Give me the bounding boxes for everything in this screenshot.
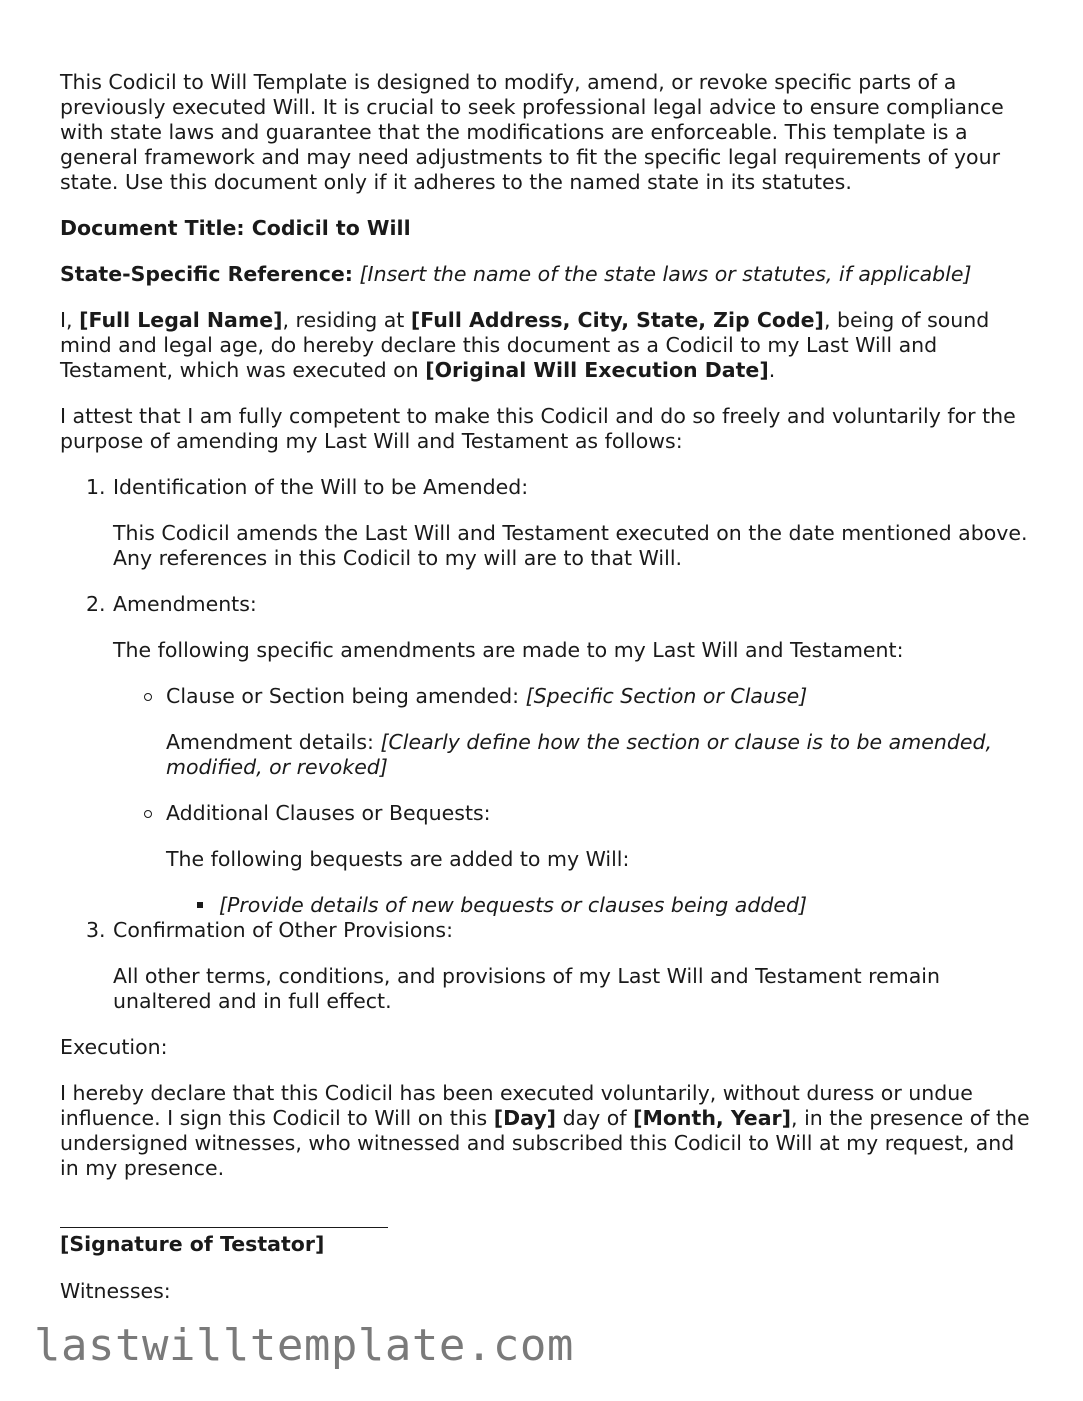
address-placeholder: [Full Address, City, State, Zip Code] [410, 308, 824, 332]
day-placeholder: [Day] [493, 1106, 557, 1130]
state-reference-label: State-Specific Reference: [60, 262, 353, 286]
item-heading: Amendments: [113, 592, 257, 616]
execution-text: day of [556, 1106, 634, 1130]
state-reference-placeholder: [Insert the name of the state laws or statutes, if applicable] [359, 262, 972, 286]
item-body: All other terms, conditions, and provisions of my Last Will and Testament remain unaltered and in full effect. [113, 964, 940, 1013]
bequest-list [166, 893, 1030, 918]
signature-label: [Signature of Testator] [60, 1232, 325, 1256]
clause-line [166, 684, 1030, 709]
item-heading: Identification of the Will to be Amended: [113, 475, 529, 499]
bequest-placeholder: [Provide details of new bequests or clauses being added] [219, 893, 1030, 918]
month-year-placeholder: [Month, Year] [633, 1106, 792, 1130]
execution-heading: Execution: [60, 1035, 168, 1059]
signature-line [60, 1227, 388, 1228]
amendment-line [166, 730, 1030, 780]
declaration-text: . [768, 358, 776, 382]
bequests-intro: The following bequests are added to my Will: [166, 847, 630, 871]
item-heading: Confirmation of Other Provisions: [113, 918, 453, 942]
witnesses-label: Witnesses: [60, 1279, 171, 1303]
document-body [60, 70, 1030, 1304]
watermark: lastwilltemplate.com [34, 1320, 574, 1371]
state-reference [60, 262, 1030, 287]
document-title: Document Title: Codicil to Will [60, 216, 411, 240]
declaration-text: I, [60, 308, 80, 332]
clause-placeholder: [Specific Section or Clause] [525, 684, 808, 708]
execution-paragraph [60, 1081, 1030, 1181]
intro-paragraph: This Codicil to Will Template is designed to modify, amend, or revoke specific parts of a previously executed Will. It is crucial to seek professional legal advice to ensure compliance with state laws and guarantee that the modifications are enforceable. This template is a general framework and may need adjustments to fit the specific legal requirements of your state. Use this document only if it adheres to the named state in its statutes. [60, 70, 1004, 194]
execution-date-placeholder: [Original Will Execution Date] [425, 358, 769, 382]
list-item [113, 918, 1030, 1014]
list-item [113, 475, 1030, 571]
amendment-sublist [113, 684, 1030, 918]
list-item [113, 592, 1030, 918]
amendment-list [60, 475, 1030, 1014]
item-body: This Codicil amends the Last Will and Testament executed on the date mentioned above. Any references in this Codicil to my will are to that Will. [113, 521, 1028, 570]
declaration-paragraph [60, 308, 1030, 383]
sublist-item [166, 801, 1030, 918]
execution-text: I hereby declare that this Codicil has been executed voluntarily, without duress or undue influence. I sign this Codicil to Will on this [60, 1081, 973, 1130]
execution-text: , in the presence of the undersigned witnesses, who witnessed and subscribed this Codicil to Will at my request, and in my presence. [60, 1106, 1030, 1180]
additional-heading: Additional Clauses or Bequests: [166, 801, 491, 825]
declaration-text: , being of sound mind and legal age, do hereby declare this document as a Codicil to my Last Will and Testament, which was executed on [60, 308, 990, 382]
amendment-placeholder: [Clearly define how the section or clause is to be amended, modified, or revoked] [166, 730, 992, 779]
sublist-item [166, 684, 1030, 780]
declaration-text: , residing at [282, 308, 411, 332]
full-name-placeholder: [Full Legal Name] [79, 308, 283, 332]
clause-label: Clause or Section being amended: [166, 684, 526, 708]
attest-paragraph: I attest that I am fully competent to make this Codicil and do so freely and voluntarily for the purpose of amending my Last Will and Testament as follows: [60, 404, 1016, 453]
amendment-label: Amendment details: [166, 730, 381, 754]
item-body: The following specific amendments are made to my Last Will and Testament: [113, 638, 904, 662]
